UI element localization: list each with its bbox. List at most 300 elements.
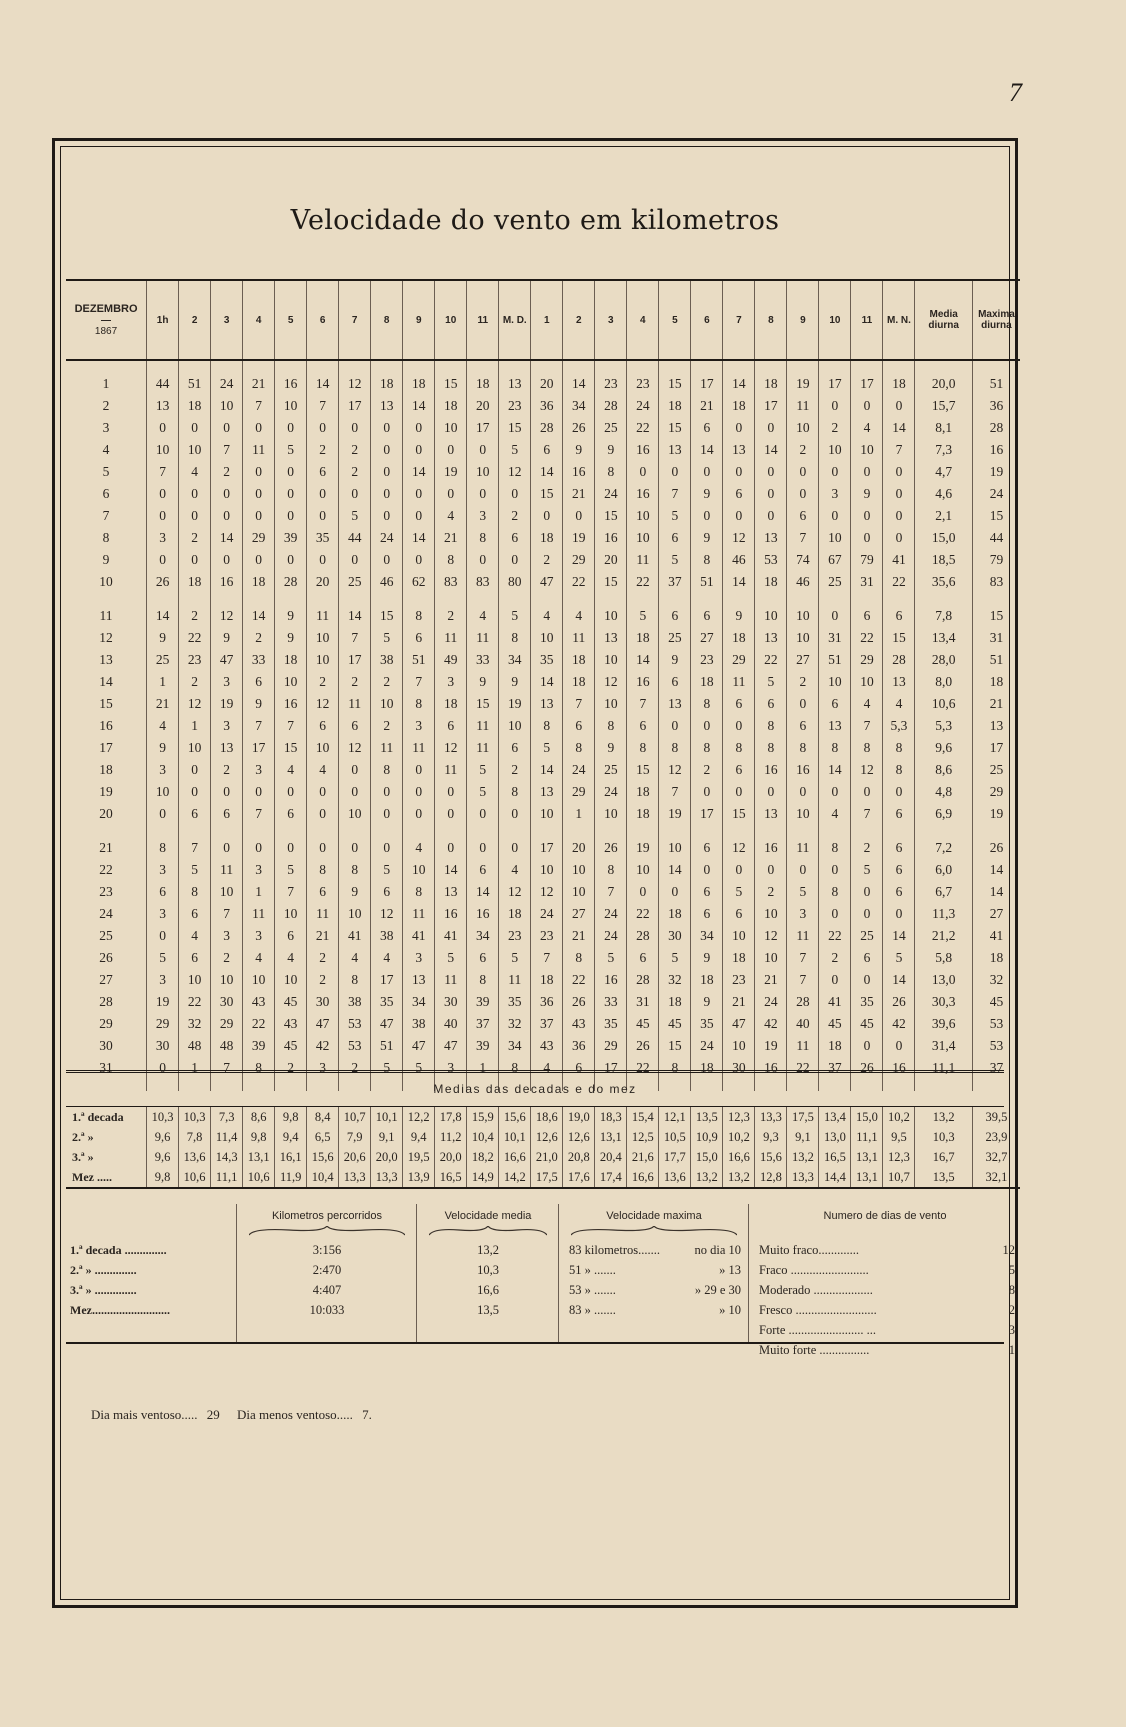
- gap-cell: [499, 360, 531, 373]
- hour-value-cell: 5: [499, 605, 531, 627]
- vel-max-header: Velocidade maxima: [606, 1210, 702, 1222]
- hour-value-cell: 9: [467, 671, 499, 693]
- hour-value-cell: 80: [499, 571, 531, 593]
- hour-value-cell: 8: [307, 859, 339, 881]
- hour-value-cell: 5: [659, 947, 691, 969]
- medias-value-cell: 17,8: [435, 1107, 467, 1127]
- hour-value-cell: 14: [531, 671, 563, 693]
- medias-value-cell: 20,0: [435, 1147, 467, 1167]
- hour-value-cell: 28: [883, 649, 915, 671]
- gap-cell: [499, 593, 531, 605]
- hour-value-cell: 0: [339, 837, 371, 859]
- gap-cell: [435, 593, 467, 605]
- hour-value-cell: 0: [371, 461, 403, 483]
- hour-value-cell: 0: [371, 781, 403, 803]
- hour-value-cell: 8: [691, 737, 723, 759]
- media-diurna-cell: 4,7: [915, 461, 972, 483]
- hour-value-cell: 2: [307, 947, 339, 969]
- hour-value-cell: 6: [179, 803, 211, 825]
- maxima-diurna-cell: 24: [972, 483, 1020, 505]
- hour-value-cell: 6: [755, 693, 787, 715]
- hour-value-cell: 15: [659, 417, 691, 439]
- hour-value-cell: 10: [723, 1035, 755, 1057]
- hour-value-cell: 4: [851, 417, 883, 439]
- hour-value-cell: 0: [659, 715, 691, 737]
- table-row: [66, 881, 1020, 903]
- hour-value-cell: 0: [755, 461, 787, 483]
- dias-label: Moderado ...................: [759, 1283, 873, 1297]
- gap-cell: [211, 593, 243, 605]
- hour-value-cell: 0: [467, 837, 499, 859]
- medias-value-cell: 18,3: [595, 1107, 627, 1127]
- hour-value-cell: 10: [755, 947, 787, 969]
- hour-value-cell: 8: [659, 737, 691, 759]
- gap-cell: [403, 360, 435, 373]
- hour-value-cell: 4: [275, 947, 307, 969]
- hour-value-cell: 19: [787, 373, 819, 395]
- hour-value-cell: 35: [851, 991, 883, 1013]
- hour-value-cell: 0: [147, 1057, 179, 1079]
- hour-value-cell: 38: [371, 649, 403, 671]
- hour-value-cell: 51: [403, 649, 435, 671]
- hour-value-cell: 48: [179, 1035, 211, 1057]
- medias-value-cell: 10,1: [499, 1127, 531, 1147]
- hour-value-cell: 34: [499, 649, 531, 671]
- hour-value-cell: 79: [851, 549, 883, 571]
- dias-label: Forte ........................ ...: [759, 1323, 877, 1337]
- header-month-cell: [66, 280, 147, 360]
- hour-value-cell: 0: [339, 549, 371, 571]
- hour-value-cell: 8: [371, 759, 403, 781]
- hour-value-cell: 47: [211, 649, 243, 671]
- media-diurna-cell: 18,5: [915, 549, 972, 571]
- table-row: [66, 627, 1020, 649]
- hour-value-cell: 24: [531, 903, 563, 925]
- hour-value-cell: 23: [723, 969, 755, 991]
- hour-value-cell: 17: [339, 649, 371, 671]
- hour-value-cell: 6: [883, 881, 915, 903]
- media-diurna-cell: 15,0: [915, 527, 972, 549]
- hour-value-cell: 47: [371, 1013, 403, 1035]
- hour-value-cell: 11: [787, 1035, 819, 1057]
- gap-cell: [691, 360, 723, 373]
- hour-value-cell: 5: [659, 549, 691, 571]
- hour-value-cell: 0: [627, 881, 659, 903]
- hour-value-cell: 26: [595, 837, 627, 859]
- hour-value-cell: 7: [787, 527, 819, 549]
- hour-value-cell: 38: [403, 1013, 435, 1035]
- hour-value-cell: 32: [659, 969, 691, 991]
- hour-value-cell: 22: [627, 903, 659, 925]
- hour-value-cell: 0: [403, 549, 435, 571]
- dias-count: 3: [1008, 1323, 1015, 1337]
- gap-cell: [883, 593, 915, 605]
- hour-value-cell: 32: [499, 1013, 531, 1035]
- hour-value-cell: 19: [499, 693, 531, 715]
- hour-value-cell: 49: [435, 649, 467, 671]
- hour-value-cell: 3: [211, 925, 243, 947]
- hour-value-cell: 4: [339, 947, 371, 969]
- header-month: DEZEMBRO: [74, 303, 138, 315]
- hour-value-cell: 0: [883, 461, 915, 483]
- medias-value-cell: 8,4: [307, 1107, 339, 1127]
- summary-labels-spacer: [66, 1204, 236, 1240]
- hour-value-cell: 10: [787, 627, 819, 649]
- medias-value-cell: 13,0: [819, 1127, 851, 1147]
- gap-cell: [659, 593, 691, 605]
- hour-value-cell: 10: [787, 417, 819, 439]
- medias-value-cell: 15,6: [755, 1147, 787, 1167]
- medias-value-cell: 13,3: [371, 1167, 403, 1188]
- hour-value-cell: 11: [787, 925, 819, 947]
- hour-value-cell: 35: [371, 991, 403, 1013]
- hour-value-cell: 12: [723, 527, 755, 549]
- hour-value-cell: 12: [435, 737, 467, 759]
- header-hour-9: 9: [403, 280, 435, 360]
- media-diurna-cell: 7,2: [915, 837, 972, 859]
- hour-value-cell: 42: [307, 1035, 339, 1057]
- gap-cell: [755, 593, 787, 605]
- hour-value-cell: 6: [403, 627, 435, 649]
- hour-value-cell: 8: [819, 837, 851, 859]
- gap-cell: [787, 360, 819, 373]
- day-cell: 19: [99, 784, 113, 799]
- hour-value-cell: 0: [723, 417, 755, 439]
- gap-cell: [851, 593, 883, 605]
- hour-value-cell: 0: [243, 549, 275, 571]
- hour-value-cell: 18: [691, 1057, 723, 1079]
- hour-value-cell: 8: [467, 527, 499, 549]
- medias-value-cell: 8,6: [243, 1107, 275, 1127]
- hour-value-cell: 4: [243, 947, 275, 969]
- hour-value-cell: 0: [307, 837, 339, 859]
- hour-value-cell: 0: [467, 549, 499, 571]
- hour-value-cell: 22: [787, 1057, 819, 1079]
- hour-value-cell: 22: [179, 627, 211, 649]
- medias-section: [66, 1070, 1008, 1189]
- hour-value-cell: 5: [147, 947, 179, 969]
- day-cell: 22: [99, 862, 113, 877]
- hour-value-cell: 9: [563, 439, 595, 461]
- gap-cell: [723, 360, 755, 373]
- hour-value-cell: 13: [435, 881, 467, 903]
- hour-value-cell: 18: [371, 373, 403, 395]
- header-hour-18: 6: [691, 280, 723, 360]
- hour-value-cell: 15: [499, 417, 531, 439]
- hour-value-cell: 20: [307, 571, 339, 593]
- hour-value-cell: 36: [531, 395, 563, 417]
- hour-value-cell: 19: [435, 461, 467, 483]
- hour-value-cell: 18: [179, 571, 211, 593]
- hour-value-cell: 14: [563, 373, 595, 395]
- hour-value-cell: 10: [275, 903, 307, 925]
- summary-label: Mez..........................: [70, 1303, 170, 1317]
- hour-value-cell: 0: [243, 837, 275, 859]
- gap-cell: [723, 593, 755, 605]
- gap-cell: [819, 825, 851, 837]
- medias-value-cell: 16,6: [627, 1167, 659, 1188]
- dias-header: Numero de dias de vento: [823, 1210, 947, 1222]
- hour-value-cell: 6: [275, 803, 307, 825]
- hour-value-cell: 10: [467, 461, 499, 483]
- medias-media-cell: 13,2: [915, 1107, 972, 1127]
- hour-value-cell: 5: [851, 859, 883, 881]
- hourly-wind-table: [66, 279, 1020, 1091]
- hour-value-cell: 51: [371, 1035, 403, 1057]
- hour-value-cell: 16: [627, 483, 659, 505]
- hour-value-cell: 33: [243, 649, 275, 671]
- hour-value-cell: 0: [883, 781, 915, 803]
- hour-value-cell: 8: [691, 693, 723, 715]
- hour-value-cell: 12: [307, 693, 339, 715]
- hour-value-cell: 18: [755, 373, 787, 395]
- hour-value-cell: 25: [595, 417, 627, 439]
- hour-value-cell: 2: [499, 505, 531, 527]
- hour-value-cell: 9: [275, 605, 307, 627]
- hour-value-cell: 10: [403, 859, 435, 881]
- hour-value-cell: 51: [819, 649, 851, 671]
- hour-value-cell: 13: [819, 715, 851, 737]
- hour-value-cell: 21: [723, 991, 755, 1013]
- media-diurna-cell: 4,8: [915, 781, 972, 803]
- medias-value-cell: 11,2: [435, 1127, 467, 1147]
- summary-km-column: [236, 1204, 417, 1342]
- hour-value-cell: 7: [307, 395, 339, 417]
- hour-value-cell: 6: [691, 881, 723, 903]
- hour-value-cell: 7: [787, 969, 819, 991]
- table-row: [66, 373, 1020, 395]
- hour-value-cell: 7: [211, 903, 243, 925]
- hour-value-cell: 0: [499, 483, 531, 505]
- hour-value-cell: 14: [403, 527, 435, 549]
- hour-value-cell: 10: [819, 439, 851, 461]
- dias-label: Fraco .........................: [759, 1263, 869, 1277]
- hour-value-cell: 8: [403, 693, 435, 715]
- hour-value-cell: 13: [211, 737, 243, 759]
- hour-value-cell: 0: [243, 461, 275, 483]
- medias-value-cell: 10,2: [883, 1107, 915, 1127]
- hour-value-cell: 0: [211, 781, 243, 803]
- medias-title: Medias das decadas e do mez: [66, 1073, 1004, 1107]
- gap-cell: [211, 825, 243, 837]
- hour-value-cell: 14: [531, 461, 563, 483]
- hour-value-cell: 18: [723, 627, 755, 649]
- hour-value-cell: 2: [691, 759, 723, 781]
- maxima-diurna-cell: 17: [972, 737, 1020, 759]
- medias-row: [66, 1107, 1020, 1127]
- medias-value-cell: 20,8: [563, 1147, 595, 1167]
- hour-value-cell: 3: [243, 925, 275, 947]
- table-row: [66, 483, 1020, 505]
- media-diurna-cell: 7,8: [915, 605, 972, 627]
- hour-value-cell: 0: [275, 505, 307, 527]
- vel-max-header-cell: [559, 1204, 749, 1240]
- dias-count: 2: [1008, 1303, 1015, 1317]
- hour-value-cell: 18: [691, 969, 723, 991]
- hour-value-cell: 43: [275, 1013, 307, 1035]
- summary-vel-media-column: [416, 1204, 559, 1342]
- header-hour-22: 10: [819, 280, 851, 360]
- hour-value-cell: 8: [819, 737, 851, 759]
- medias-value-cell: 12,2: [403, 1107, 435, 1127]
- hour-value-cell: 3: [147, 969, 179, 991]
- gap-cell: [243, 825, 275, 837]
- hour-value-cell: 45: [819, 1013, 851, 1035]
- hour-value-cell: 3: [211, 671, 243, 693]
- hour-value-cell: 0: [371, 803, 403, 825]
- km-header: Kilometros percorridos: [271, 1210, 383, 1222]
- hour-value-cell: 47: [403, 1035, 435, 1057]
- hour-value-cell: 14: [339, 605, 371, 627]
- hour-value-cell: 13: [659, 439, 691, 461]
- hour-value-cell: 0: [787, 461, 819, 483]
- hour-value-cell: 25: [659, 627, 691, 649]
- hour-value-cell: 3: [467, 505, 499, 527]
- hour-value-cell: 0: [339, 417, 371, 439]
- hour-value-cell: 7: [851, 715, 883, 737]
- summary-km-value: 10:033: [309, 1303, 345, 1317]
- hour-value-cell: 47: [307, 1013, 339, 1035]
- hour-value-cell: 0: [147, 505, 179, 527]
- media-diurna-cell: 2,1: [915, 505, 972, 527]
- day-cell: 14: [99, 674, 113, 689]
- hour-value-cell: 0: [147, 483, 179, 505]
- km-brace: [249, 1226, 405, 1236]
- medias-value-cell: 9,1: [371, 1127, 403, 1147]
- gap-cell: [563, 593, 595, 605]
- hour-value-cell: 7: [211, 439, 243, 461]
- hour-value-cell: 14: [723, 373, 755, 395]
- hour-value-cell: 0: [371, 483, 403, 505]
- hour-value-cell: 22: [627, 571, 659, 593]
- hour-value-cell: 7: [563, 693, 595, 715]
- hour-value-cell: 0: [371, 417, 403, 439]
- gap-cell: [972, 825, 1020, 837]
- hour-value-cell: 8: [659, 1057, 691, 1079]
- hour-value-cell: 7: [147, 461, 179, 483]
- media-diurna-cell: 11,3: [915, 903, 972, 925]
- table-frame: [52, 138, 1018, 1608]
- hour-value-cell: 5: [659, 505, 691, 527]
- dia-menos-ventoso-value: 7.: [362, 1407, 372, 1422]
- hour-value-cell: 18: [275, 649, 307, 671]
- summary-vel-media-value: 13,2: [477, 1243, 499, 1257]
- hour-value-cell: 11: [243, 903, 275, 925]
- hour-value-cell: 34: [691, 925, 723, 947]
- hour-value-cell: 5: [499, 947, 531, 969]
- decade-gap-row: [66, 825, 1020, 837]
- hour-value-cell: 42: [755, 1013, 787, 1035]
- hour-value-cell: 2: [307, 969, 339, 991]
- hour-value-cell: 28: [627, 925, 659, 947]
- hour-value-cell: 18: [403, 373, 435, 395]
- hour-value-cell: 8: [563, 947, 595, 969]
- hour-value-cell: 6: [467, 859, 499, 881]
- hour-value-cell: 51: [179, 373, 211, 395]
- dias-count: 5: [1008, 1263, 1015, 1277]
- table-row: [66, 715, 1020, 737]
- hour-value-cell: 11: [371, 737, 403, 759]
- medias-value-cell: 14,2: [499, 1167, 531, 1188]
- medias-max-cell: 32,1: [972, 1167, 1020, 1188]
- hour-value-cell: 24: [595, 483, 627, 505]
- media-diurna-cell: 8,6: [915, 759, 972, 781]
- hour-value-cell: 8: [531, 715, 563, 737]
- hour-value-cell: 74: [787, 549, 819, 571]
- maxima-diurna-cell: 32: [972, 969, 1020, 991]
- header-hour-5: 5: [275, 280, 307, 360]
- hour-value-cell: 0: [275, 781, 307, 803]
- hour-value-cell: 11: [467, 627, 499, 649]
- hour-value-cell: 30: [147, 1035, 179, 1057]
- medias-value-cell: 10,7: [883, 1167, 915, 1188]
- hour-value-cell: 6: [851, 947, 883, 969]
- hour-value-cell: 0: [627, 461, 659, 483]
- header-maxima-line1: Maxima: [978, 309, 1015, 320]
- hour-value-cell: 2: [307, 439, 339, 461]
- dia-menos-ventoso-label: Dia menos ventoso.....: [237, 1407, 353, 1422]
- hour-value-cell: 21: [147, 693, 179, 715]
- hour-value-cell: 0: [851, 969, 883, 991]
- hour-value-cell: 5: [339, 505, 371, 527]
- hour-value-cell: 0: [403, 439, 435, 461]
- hour-value-cell: 17: [531, 837, 563, 859]
- medias-value-cell: 9,5: [883, 1127, 915, 1147]
- hour-value-cell: 0: [883, 395, 915, 417]
- hour-value-cell: 24: [371, 527, 403, 549]
- hour-value-cell: 9: [723, 605, 755, 627]
- summary-section: [66, 1204, 1015, 1357]
- gap-cell: [179, 360, 211, 373]
- medias-value-cell: 13,2: [723, 1167, 755, 1188]
- medias-value-cell: 11,1: [211, 1167, 243, 1188]
- hour-value-cell: 22: [563, 571, 595, 593]
- hour-value-cell: 0: [819, 781, 851, 803]
- hour-value-cell: 10: [179, 969, 211, 991]
- day-cell: 31: [99, 1060, 113, 1075]
- hour-value-cell: 2: [179, 605, 211, 627]
- maxima-diurna-cell: 79: [972, 549, 1020, 571]
- gap-cell: [563, 360, 595, 373]
- summary-vel-max-column: [558, 1204, 749, 1342]
- medias-value-cell: 13,3: [339, 1167, 371, 1188]
- hour-value-cell: 12: [531, 881, 563, 903]
- media-diurna-cell: 9,6: [915, 737, 972, 759]
- gap-cell: [972, 593, 1020, 605]
- hour-value-cell: 0: [435, 837, 467, 859]
- gap-cell: [531, 825, 563, 837]
- hour-value-cell: 0: [819, 605, 851, 627]
- table-row: [66, 1035, 1020, 1057]
- hour-value-cell: 24: [595, 903, 627, 925]
- hour-value-cell: 0: [755, 483, 787, 505]
- hour-value-cell: 18: [627, 781, 659, 803]
- medias-media-cell: 13,5: [915, 1167, 972, 1188]
- hour-value-cell: 17: [371, 969, 403, 991]
- gap-cell: [66, 825, 147, 837]
- gap-cell: [339, 825, 371, 837]
- hour-value-cell: 8: [499, 1057, 531, 1079]
- hour-value-cell: 23: [691, 649, 723, 671]
- hour-value-cell: 2: [755, 881, 787, 903]
- header-hour-21: 9: [787, 280, 819, 360]
- media-diurna-cell: 5,8: [915, 947, 972, 969]
- hour-value-cell: 24: [755, 991, 787, 1013]
- medias-value-cell: 13,3: [755, 1107, 787, 1127]
- medias-value-cell: 21,0: [531, 1147, 563, 1167]
- day-cell: 28: [99, 994, 113, 1009]
- hour-value-cell: 5: [275, 439, 307, 461]
